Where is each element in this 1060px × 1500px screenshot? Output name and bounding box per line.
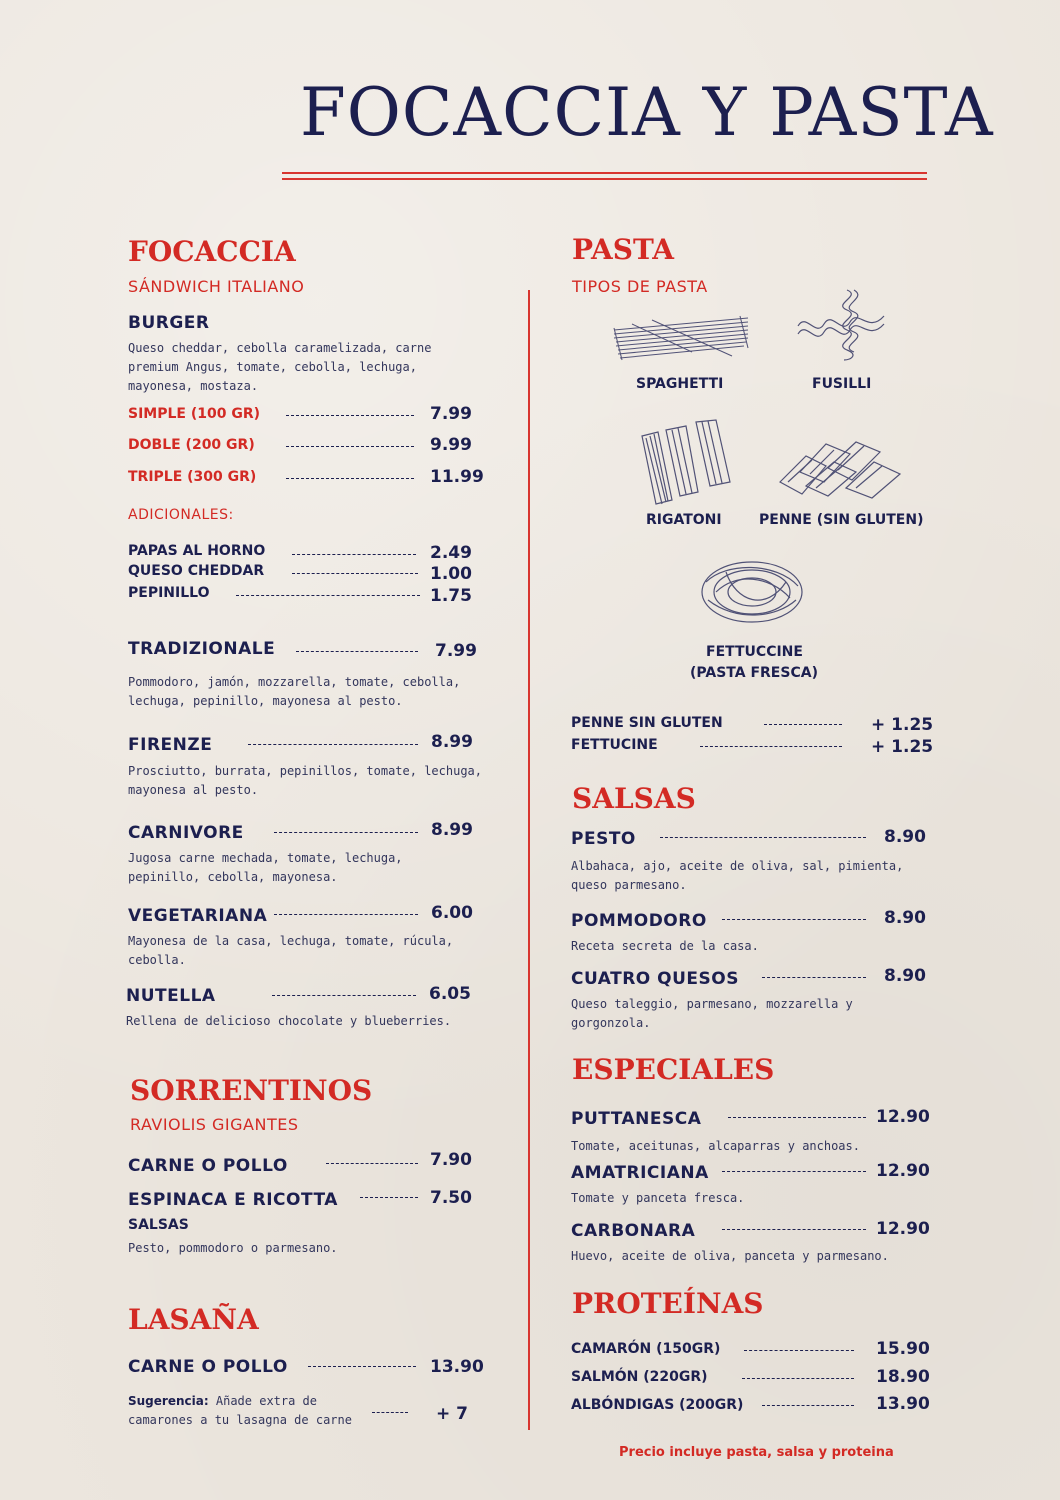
- leader-dashes: [722, 1229, 866, 1230]
- penne-icon: [776, 432, 906, 500]
- adicionales-label: ADICIONALES:: [128, 507, 234, 523]
- pasta-extra-price: + 1.25: [871, 715, 934, 735]
- page-title: FOCACCIA Y PASTA: [300, 74, 994, 151]
- menu-item-price: 12.90: [876, 1107, 930, 1127]
- leader-dashes: [272, 995, 416, 996]
- burger-desc-line: premium Angus, tomate, cebolla, lechuga,: [128, 360, 417, 374]
- sugerencia-line: camarones a tu lasagna de carne: [128, 1413, 352, 1427]
- spaghetti-icon: [612, 312, 752, 364]
- pasta-subtitle: TIPOS DE PASTA: [572, 277, 708, 296]
- menu-item-desc: [571, 995, 853, 1033]
- pasta-type-label: RIGATONI: [646, 512, 722, 528]
- fusilli-icon: [792, 286, 892, 362]
- menu-item-price: 13.90: [430, 1357, 484, 1377]
- leader-dashes: [742, 1378, 854, 1379]
- pasta-type-label: FETTUCCINE: [706, 644, 803, 660]
- sorrentinos-subtitle: RAVIOLIS GIGANTES: [130, 1115, 299, 1134]
- leader-dashes: [286, 478, 414, 479]
- burger-size-price: 11.99: [430, 467, 484, 487]
- proteina-label: ALBÓNDIGAS (200GR): [571, 1397, 744, 1413]
- menu-item-desc: Rellena de delicioso chocolate y blueberries.: [126, 1014, 452, 1028]
- leader-dashes: [722, 1171, 866, 1172]
- menu-item-price: 8.90: [884, 908, 926, 928]
- column-divider: [528, 290, 530, 1430]
- menu-item-desc: Tomate, aceitunas, alcaparras y anchoas.: [571, 1139, 860, 1153]
- menu-item-desc: Tomate y panceta fresca.: [571, 1191, 745, 1205]
- leader-dashes: [326, 1163, 418, 1164]
- adicional-label: QUESO CHEDDAR: [128, 563, 265, 579]
- title-rule-bottom: [282, 178, 927, 180]
- fettuccine-icon: [696, 552, 808, 628]
- burger-size-label: DOBLE (200 GR): [128, 437, 255, 453]
- sugerencia-text-1: Añade extra de: [208, 1394, 318, 1408]
- burger-name: BURGER: [128, 313, 210, 333]
- leader-dashes: [236, 595, 420, 596]
- burger-size-label: SIMPLE (100 GR): [128, 406, 261, 422]
- leader-dashes: [286, 446, 414, 447]
- especiales-title: ESPECIALES: [572, 1053, 775, 1086]
- menu-item-name: NUTELLA: [126, 986, 216, 1006]
- menu-item-desc: [128, 849, 403, 887]
- menu-item-name: POMMODORO: [571, 911, 707, 931]
- rigatoni-icon: [636, 416, 736, 506]
- leader-dashes: [700, 746, 842, 747]
- menu-item-desc: [571, 857, 903, 895]
- desc-line: Albahaca, ajo, aceite de oliva, sal, pimienta,: [571, 859, 904, 873]
- salsas-desc: Pesto, pommodoro o parmesano.: [128, 1241, 338, 1255]
- pasta-type-label: (PASTA FRESCA): [690, 665, 818, 681]
- proteina-price: 18.90: [876, 1367, 930, 1387]
- menu-item-name: CARNE O POLLO: [128, 1156, 288, 1176]
- leader-dashes: [286, 415, 414, 416]
- menu-item-desc: [128, 673, 460, 711]
- menu-item-name: CUATRO QUESOS: [571, 969, 739, 989]
- burger-size-price: 9.99: [430, 435, 472, 455]
- menu-item-price: 8.99: [431, 820, 473, 840]
- menu-item-name: FIRENZE: [128, 735, 213, 755]
- leader-dashes: [274, 914, 418, 915]
- sugerencia-price: + 7: [436, 1404, 468, 1424]
- menu-item-price: 8.99: [431, 732, 473, 752]
- menu-item-name: CARBONARA: [571, 1221, 696, 1241]
- menu-item-name: CARNIVORE: [128, 823, 244, 843]
- burger-size-label: TRIPLE (300 GR): [128, 469, 257, 485]
- menu-item-name: TRADIZIONALE: [128, 639, 276, 659]
- leader-dashes: [660, 837, 866, 838]
- menu-item-name: PESTO: [571, 829, 636, 849]
- salsas-title: SALSAS: [572, 782, 696, 815]
- menu-item-desc: [128, 762, 482, 800]
- leader-dashes: [744, 1350, 854, 1351]
- price-note: Precio incluye pasta, salsa y proteina: [619, 1445, 894, 1460]
- sugerencia-line: [128, 1392, 352, 1411]
- desc-line: mayonesa al pesto.: [128, 783, 259, 797]
- leader-dashes: [722, 919, 866, 920]
- leader-dashes: [292, 573, 418, 574]
- burger-desc-line: Queso cheddar, cebolla caramelizada, carne: [128, 341, 432, 355]
- desc-line: Queso taleggio, parmesano, mozzarella y: [571, 997, 853, 1011]
- proteina-label: SALMÓN (220GR): [571, 1369, 708, 1385]
- pasta-title: PASTA: [572, 233, 674, 266]
- menu-item-price: 6.05: [429, 984, 471, 1004]
- menu-item-price: 12.90: [876, 1161, 930, 1181]
- menu-item-desc: Receta secreta de la casa.: [571, 939, 759, 953]
- leader-dashes: [308, 1366, 416, 1367]
- adicional-label: PEPINILLO: [128, 585, 210, 601]
- adicional-price: 1.00: [430, 564, 472, 584]
- pasta-extra-price: + 1.25: [871, 737, 934, 757]
- pasta-type-label: FUSILLI: [812, 376, 872, 392]
- leader-dashes: [292, 554, 416, 555]
- salsas-label: SALSAS: [128, 1217, 189, 1233]
- leader-dashes: [762, 977, 866, 978]
- menu-item-desc: [128, 932, 453, 970]
- menu-item-price: 8.90: [884, 827, 926, 847]
- menu-item-name: VEGETARIANA: [128, 906, 268, 926]
- adicional-price: 1.75: [430, 586, 472, 606]
- desc-line: Mayonesa de la casa, lechuga, tomate, rúcula,: [128, 934, 454, 948]
- leader-dashes: [360, 1197, 418, 1198]
- leader-dashes: [372, 1412, 408, 1413]
- sugerencia-text: [128, 1392, 352, 1430]
- pasta-extra-label: FETTUCINE: [571, 737, 658, 753]
- sugerencia-label: Sugerencia:: [128, 1394, 209, 1408]
- desc-line: gorgonzola.: [571, 1016, 651, 1030]
- desc-line: lechuga, pepinillo, mayonesa al pesto.: [128, 694, 403, 708]
- menu-item-name: CARNE O POLLO: [128, 1357, 288, 1377]
- menu-item-price: 7.99: [435, 641, 477, 661]
- menu-item-price: 7.50: [430, 1188, 472, 1208]
- pasta-type-label: PENNE (SIN GLUTEN): [759, 512, 924, 528]
- leader-dashes: [762, 1405, 854, 1406]
- menu-item-price: 8.90: [884, 966, 926, 986]
- leader-dashes: [296, 651, 418, 652]
- menu-item-name: ESPINACA E RICOTTA: [128, 1190, 338, 1210]
- desc-line: pepinillo, cebolla, mayonesa.: [128, 870, 338, 884]
- sorrentinos-title: SORRENTINOS: [130, 1074, 373, 1107]
- leader-dashes: [764, 724, 842, 725]
- menu-item-price: 7.90: [430, 1150, 472, 1170]
- leader-dashes: [728, 1117, 866, 1118]
- desc-line: queso parmesano.: [571, 878, 687, 892]
- pasta-type-label: SPAGHETTI: [636, 376, 724, 392]
- menu-item-price: 6.00: [431, 903, 473, 923]
- burger-desc: [128, 339, 431, 396]
- desc-line: Prosciutto, burrata, pepinillos, tomate, lechuga,: [128, 764, 483, 778]
- pasta-extra-label: PENNE SIN GLUTEN: [571, 715, 723, 731]
- burger-size-price: 7.99: [430, 404, 472, 424]
- leader-dashes: [248, 744, 418, 745]
- title-rule-top: [282, 172, 927, 174]
- leader-dashes: [274, 832, 418, 833]
- adicional-price: 2.49: [430, 543, 472, 563]
- desc-line: Pommodoro, jamón, mozzarella, tomate, cebolla,: [128, 675, 461, 689]
- desc-line: cebolla.: [128, 953, 186, 967]
- proteinas-title: PROTEÍNAS: [572, 1287, 764, 1320]
- burger-desc-line: mayonesa, mostaza.: [128, 379, 259, 393]
- adicional-label: PAPAS AL HORNO: [128, 543, 266, 559]
- menu-item-desc: Huevo, aceite de oliva, panceta y parmesano.: [571, 1249, 889, 1263]
- focaccia-title: FOCACCIA: [128, 235, 296, 268]
- focaccia-subtitle: SÁNDWICH ITALIANO: [128, 277, 305, 296]
- lasana-title: LASAÑA: [128, 1303, 259, 1336]
- desc-line: Jugosa carne mechada, tomate, lechuga,: [128, 851, 403, 865]
- proteina-price: 13.90: [876, 1394, 930, 1414]
- proteina-price: 15.90: [876, 1339, 930, 1359]
- menu-item-price: 12.90: [876, 1219, 930, 1239]
- proteina-label: CAMARÓN (150GR): [571, 1341, 721, 1357]
- menu-item-name: AMATRICIANA: [571, 1163, 709, 1183]
- menu-item-name: PUTTANESCA: [571, 1109, 702, 1129]
